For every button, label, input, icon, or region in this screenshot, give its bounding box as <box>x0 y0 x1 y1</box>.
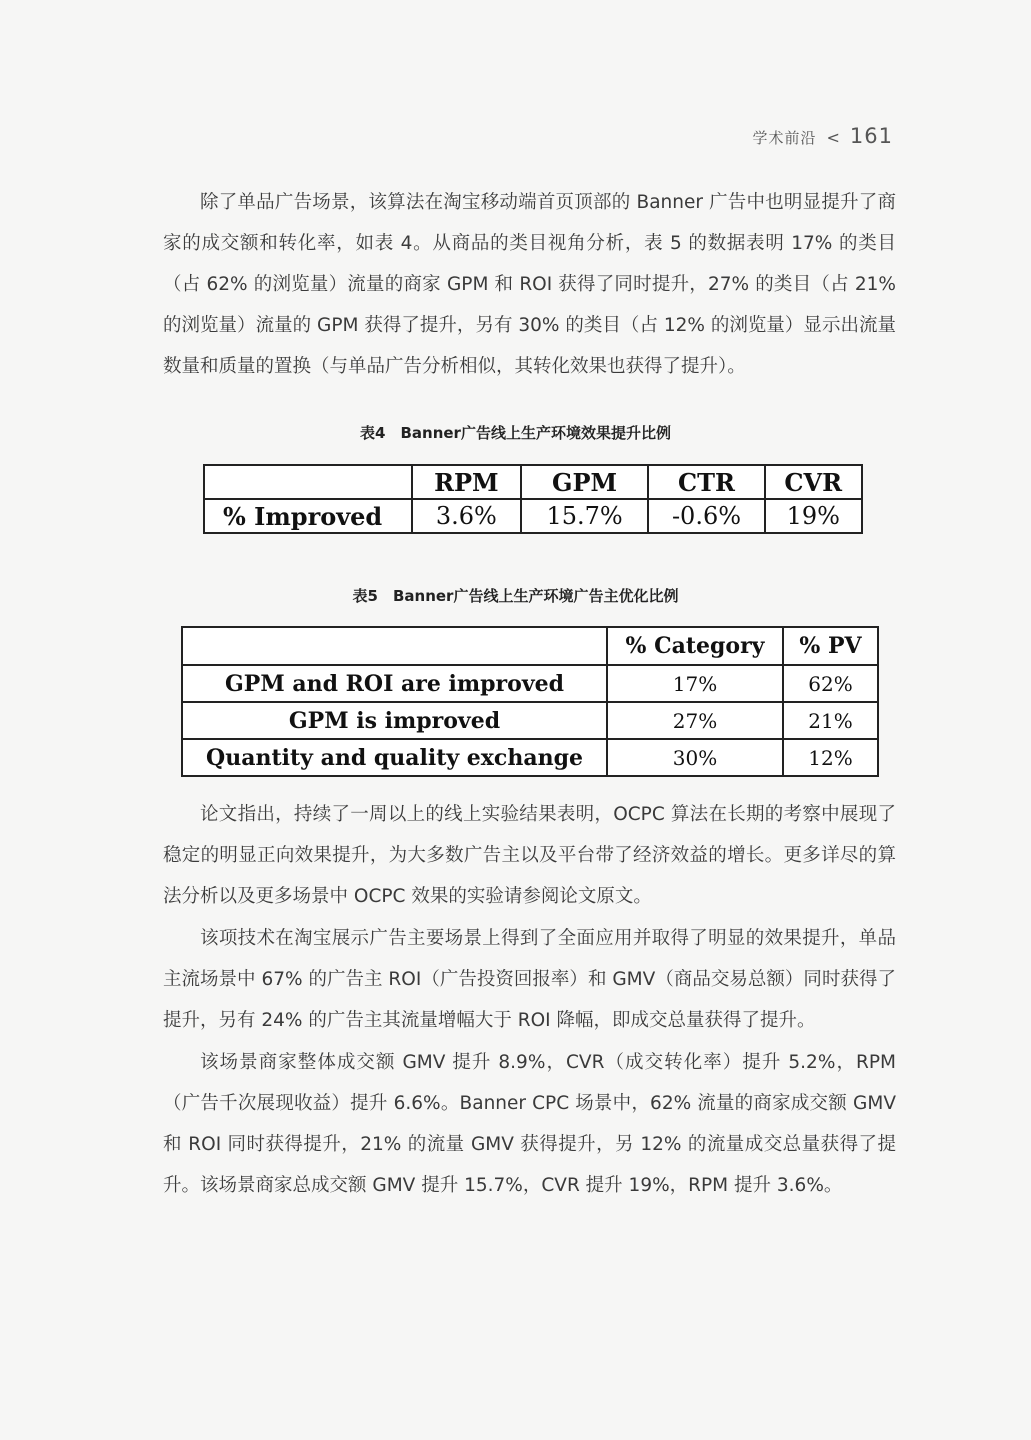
table-row <box>204 499 862 533</box>
paragraph-intro: 除了单品广告场景，该算法在淘宝移动端首页顶部的 Banner 广告中也明显提升了商家的成交额和转化率，如表 4。从商品的类目视角分析，表 5 的数据表明 17% 的类目（占 62% 的浏览量）流量的商家 GPM 和 ROI 获得了同时提升，27% 的类目（占 21% 的浏览量）流量的 GPM 获得了提升，另有 30% 的类目（占 12% 的浏览量）显示出流量数量和质量的置换（与单品广告分析相似，其转化效果也获得了提升）。 <box>163 192 896 377</box>
table-header-cell: GPM <box>521 465 649 499</box>
table-header-row <box>204 465 862 499</box>
running-header <box>752 124 893 148</box>
page-number: 161 <box>849 124 893 148</box>
row-label: % Improved <box>204 499 412 533</box>
value-cell: 15.7% <box>521 499 649 533</box>
value-cell: 12% <box>783 739 878 776</box>
table-header-cell: CTR <box>648 465 764 499</box>
table-header-cell <box>204 465 412 499</box>
table-header-cell: % Category <box>607 627 783 665</box>
row-label: GPM is improved <box>182 702 607 739</box>
table-header-cell: CVR <box>765 465 862 499</box>
value-cell: 17% <box>607 665 783 702</box>
table-header-cell: RPM <box>412 465 521 499</box>
value-cell: 27% <box>607 702 783 739</box>
row-label: GPM and ROI are improved <box>182 665 607 702</box>
header-separator: < <box>826 128 840 147</box>
value-cell: 62% <box>783 665 878 702</box>
table5-caption: 表5 Banner广告线上生产环境广告主优化比例 <box>352 587 679 605</box>
value-cell: 3.6% <box>412 499 521 533</box>
table4 <box>203 464 863 534</box>
table-header-row <box>182 627 878 665</box>
table4-caption: 表4 Banner广告线上生产环境效果提升比例 <box>360 424 671 442</box>
paragraph-conclusion: 论文指出，持续了一周以上的线上实验结果表明，OCPC 算法在长期的考察中展现了稳定的明显正向效果提升，为大多数广告主以及平台带了经济效益的增长。更多详尽的算法分析以及更多场景中 OCPC 效果的实验请参阅论文原文。 <box>163 804 896 907</box>
value-cell: -0.6% <box>648 499 764 533</box>
table-row <box>182 702 878 739</box>
row-label: Quantity and quality exchange <box>182 739 607 776</box>
table-row <box>182 665 878 702</box>
table5 <box>181 626 879 777</box>
section-title: 学术前沿 <box>752 129 817 147</box>
table-header-cell: % PV <box>783 627 878 665</box>
value-cell: 19% <box>765 499 862 533</box>
value-cell: 21% <box>783 702 878 739</box>
table-row <box>182 739 878 776</box>
paragraph-application: 该项技术在淘宝展示广告主要场景上得到了全面应用并取得了明显的效果提升，单品主流场景中 67% 的广告主 ROI（广告投资回报率）和 GMV（商品交易总额）同时获得了提升，另有 24% 的广告主其流量增幅大于 ROI 降幅，即成交总量获得了提升。 <box>163 928 896 1031</box>
value-cell: 30% <box>607 739 783 776</box>
table-header-cell <box>182 627 607 665</box>
paragraph-results: 该场景商家整体成交额 GMV 提升 8.9%，CVR（成交转化率）提升 5.2%，RPM（广告千次展现收益）提升 6.6%。Banner CPC 场景中，62% 流量的商家成交额 GMV 和 ROI 同时获得提升，21% 的流量 GMV 获得提升，另 12% 的流量成交总量获得了提升。该场景商家总成交额 GMV 提升 15.7%，CVR 提升 19%，RPM 提升 3.6%。 <box>163 1052 896 1196</box>
